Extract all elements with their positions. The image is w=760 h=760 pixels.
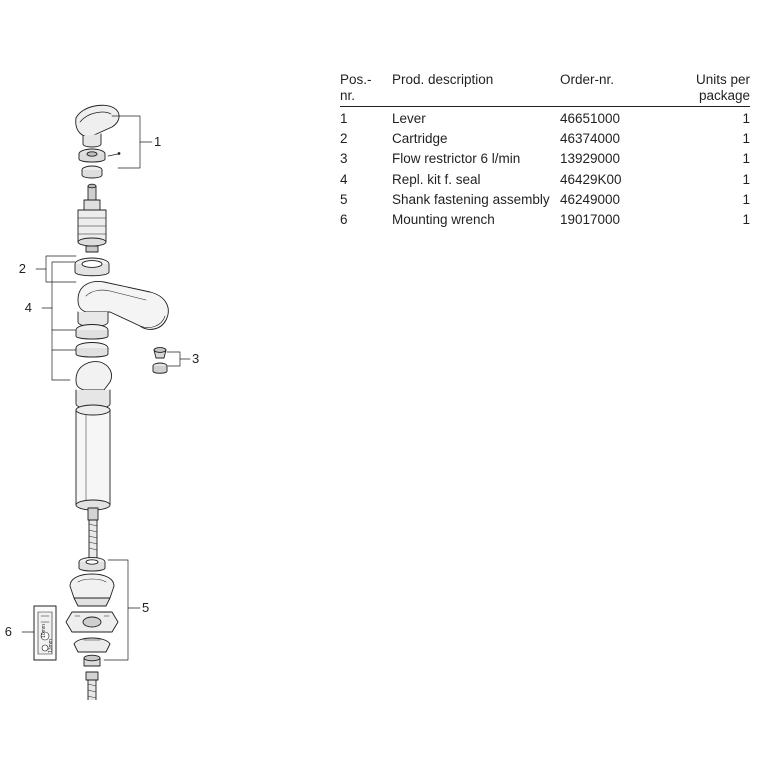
row-pos: 6 xyxy=(340,211,348,227)
parts-table xyxy=(340,72,750,230)
table-row xyxy=(340,170,750,190)
header-units-line1: Units per xyxy=(695,72,750,87)
part-cartridge-icon xyxy=(78,184,106,252)
row-pos: 1 xyxy=(340,111,348,127)
callout-leader-4 xyxy=(42,262,76,380)
part-shank-tube-icon xyxy=(76,405,110,520)
part-seal-ring-mid2-icon xyxy=(76,343,108,358)
part-shank-nut-icon xyxy=(84,655,100,666)
part-shank-clip-icon xyxy=(74,638,110,652)
part-spout-icon xyxy=(78,282,168,330)
callout-label-6: 6 xyxy=(4,624,12,639)
row-order-nr: 46374000 xyxy=(560,131,621,147)
header-description: Prod. description xyxy=(392,72,494,87)
row-description: Mounting wrench xyxy=(392,211,495,227)
table-row xyxy=(340,149,750,169)
row-units: 1 xyxy=(742,111,750,127)
exploded-view-drawing xyxy=(0,60,340,700)
row-units: 1 xyxy=(742,131,750,147)
row-order-nr: 46249000 xyxy=(560,191,621,207)
table-header-divider xyxy=(340,106,750,107)
table-row xyxy=(340,190,750,210)
row-description: Flow restrictor 6 l/min xyxy=(392,151,521,167)
part-spout-collar-icon xyxy=(76,362,112,409)
callout-leader-3 xyxy=(167,352,190,366)
row-description: Repl. kit f. seal xyxy=(392,171,481,187)
part-flow-restrictor-icon xyxy=(153,348,167,374)
row-units: 1 xyxy=(742,191,750,207)
parts-table-head xyxy=(340,72,750,109)
part-seal-ring-mid-icon xyxy=(76,325,108,340)
table-row xyxy=(340,210,750,230)
callout-label-5: 5 xyxy=(142,600,150,615)
wrench-size-label-b: 13mm xyxy=(48,639,54,653)
part-shank-plate-icon xyxy=(66,612,118,632)
wrench-size-label-a: 10mm xyxy=(41,624,47,638)
row-pos: 2 xyxy=(340,131,348,147)
row-order-nr: 46429K00 xyxy=(560,171,622,187)
part-shank-bracket-icon xyxy=(70,574,114,606)
table-row xyxy=(340,109,750,129)
callout-label-2: 2 xyxy=(18,261,26,276)
row-units: 1 xyxy=(742,211,750,227)
part-seal-ring-upper-icon xyxy=(75,258,109,276)
header-pos xyxy=(340,72,392,109)
parts-table-body xyxy=(340,109,750,230)
header-units-per-package xyxy=(670,72,750,109)
part-lever-screw-icon xyxy=(79,149,105,162)
header-units-line2: package xyxy=(698,87,750,103)
header-pos-line1: Pos.- xyxy=(340,72,372,87)
part-cap-ring-icon xyxy=(82,166,102,178)
row-order-nr: 46651000 xyxy=(560,111,621,127)
row-order-nr: 19017000 xyxy=(560,211,621,227)
table-row xyxy=(340,129,750,149)
callout-label-1: 1 xyxy=(154,134,162,149)
part-shank-bolt-icon xyxy=(86,672,98,700)
row-description: Shank fastening assembly xyxy=(392,191,550,207)
part-threaded-rod-icon xyxy=(89,520,97,558)
row-pos: 4 xyxy=(340,171,348,187)
callout-label-4: 4 xyxy=(24,300,32,315)
row-pos: 5 xyxy=(340,191,348,207)
callout-label-3: 3 xyxy=(192,351,200,366)
table-header-row xyxy=(340,72,750,109)
part-shank-washer-icon xyxy=(79,557,105,571)
row-pos: 3 xyxy=(340,151,348,167)
row-units: 1 xyxy=(742,151,750,167)
part-lever-icon xyxy=(76,105,119,147)
row-description: Cartridge xyxy=(392,131,448,147)
row-order-nr: 13929000 xyxy=(560,151,621,167)
header-pos-line2: nr. xyxy=(340,87,356,103)
callout-leader-2 xyxy=(36,256,76,282)
row-description: Lever xyxy=(392,111,426,127)
row-units: 1 xyxy=(742,171,750,187)
parts-table-element xyxy=(340,72,750,230)
header-order-nr: Order-nr. xyxy=(560,72,615,87)
